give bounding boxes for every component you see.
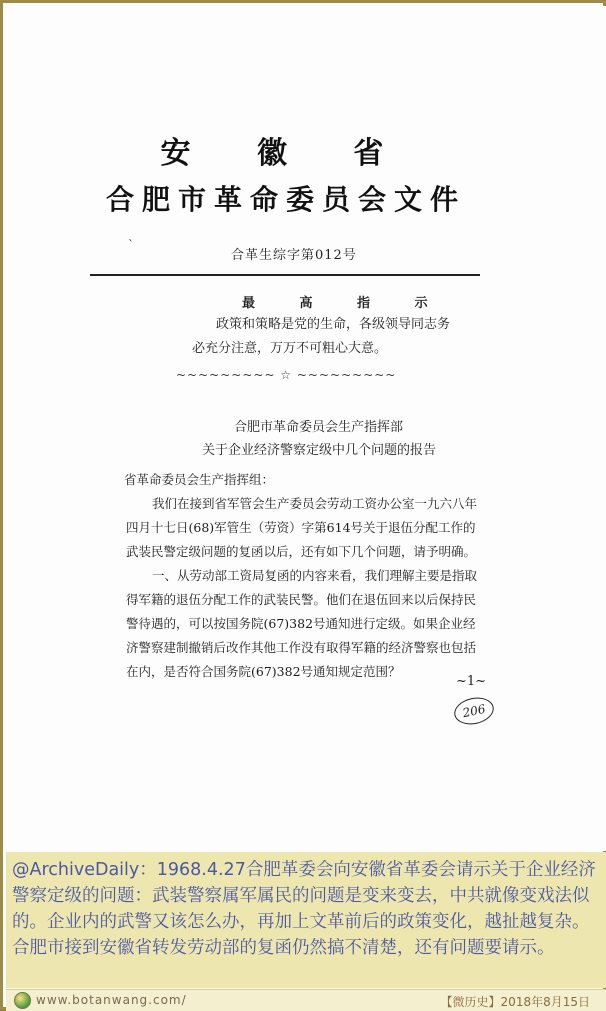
doc-title-committee: 合肥市革命委员会文件 [105, 183, 466, 216]
footer-date-tag: 【微历史】2018年8月15日 [440, 995, 590, 1009]
caption-box [6, 852, 606, 988]
caption-text: @ArchiveDaily：1968.4.27合肥革委会向安徽省革委会请示关于企业经济警察定级的问题：武装警察属军属民的问题是变来变去，中共就像变戏法似的。企业内的武警又该怎么办，再加上文革前后的政策变化，越扯越复杂。合肥市接到安徽省转发劳动部的复函仍然搞不清楚，还有问题要请示。 [12, 860, 596, 958]
doc-number: 合革生综字第012号 [231, 248, 357, 263]
page-number: ~1~ [456, 674, 487, 689]
archive-stamp: 206 [452, 694, 497, 728]
globe-logo-icon [14, 992, 31, 1009]
star-separator: ~~~~~~~~~ ☆ ~~~~~~~~~ [176, 368, 397, 382]
paragraph-line: 警待遇的，可以按国务院(67)382号通知进行定级。如果企业经 [126, 616, 476, 631]
doc-title-province: 安 徽 省 [160, 136, 412, 171]
footer-url-link[interactable]: www.botanwang.com/ [36, 993, 187, 1007]
report-issuer: 合肥市革命委员会生产指挥部 [234, 420, 404, 435]
paragraph-line: 在内，是否符合国务院(67)382号通知规定范围？ [126, 664, 401, 679]
salutation: 省革命委员会生产指挥组： [124, 472, 275, 487]
header-rule [90, 274, 480, 276]
paragraph-line: 四月十七日(68)军管生（劳资）字第614号关于退伍分配工作的 [126, 520, 476, 535]
quote-line-1: 政策和策略是党的生命，各级领导同志务 [216, 317, 451, 332]
paragraph-line: 济警察建制撤销后改作其他工作没有取得军籍的经济警察也包括 [126, 640, 477, 655]
paragraph-line: 我们在接到省军管会生产委员会劳动工资办公室一九六八年 [152, 496, 478, 511]
quote-line-2: 必充分注意，万万不可粗心大意。 [192, 341, 388, 356]
paragraph-line: 武装民警定级问题的复函以后，还有如下几个问题，请予明确。 [126, 544, 477, 559]
paragraph-line: 一、从劳动部工资局复函的内容来看，我们理解主要是指取 [152, 568, 478, 583]
report-title: 关于企业经济警察定级中几个问题的报告 [202, 443, 437, 458]
scan-mark: ` [128, 238, 134, 252]
footer-bar [6, 989, 606, 1011]
document-scan [6, 6, 606, 851]
paragraph-line: 得军籍的退伍分配工作的武装民警。他们在退伍回来以后保持民 [126, 592, 477, 607]
quote-header: 最 高 指 示 [242, 296, 448, 311]
